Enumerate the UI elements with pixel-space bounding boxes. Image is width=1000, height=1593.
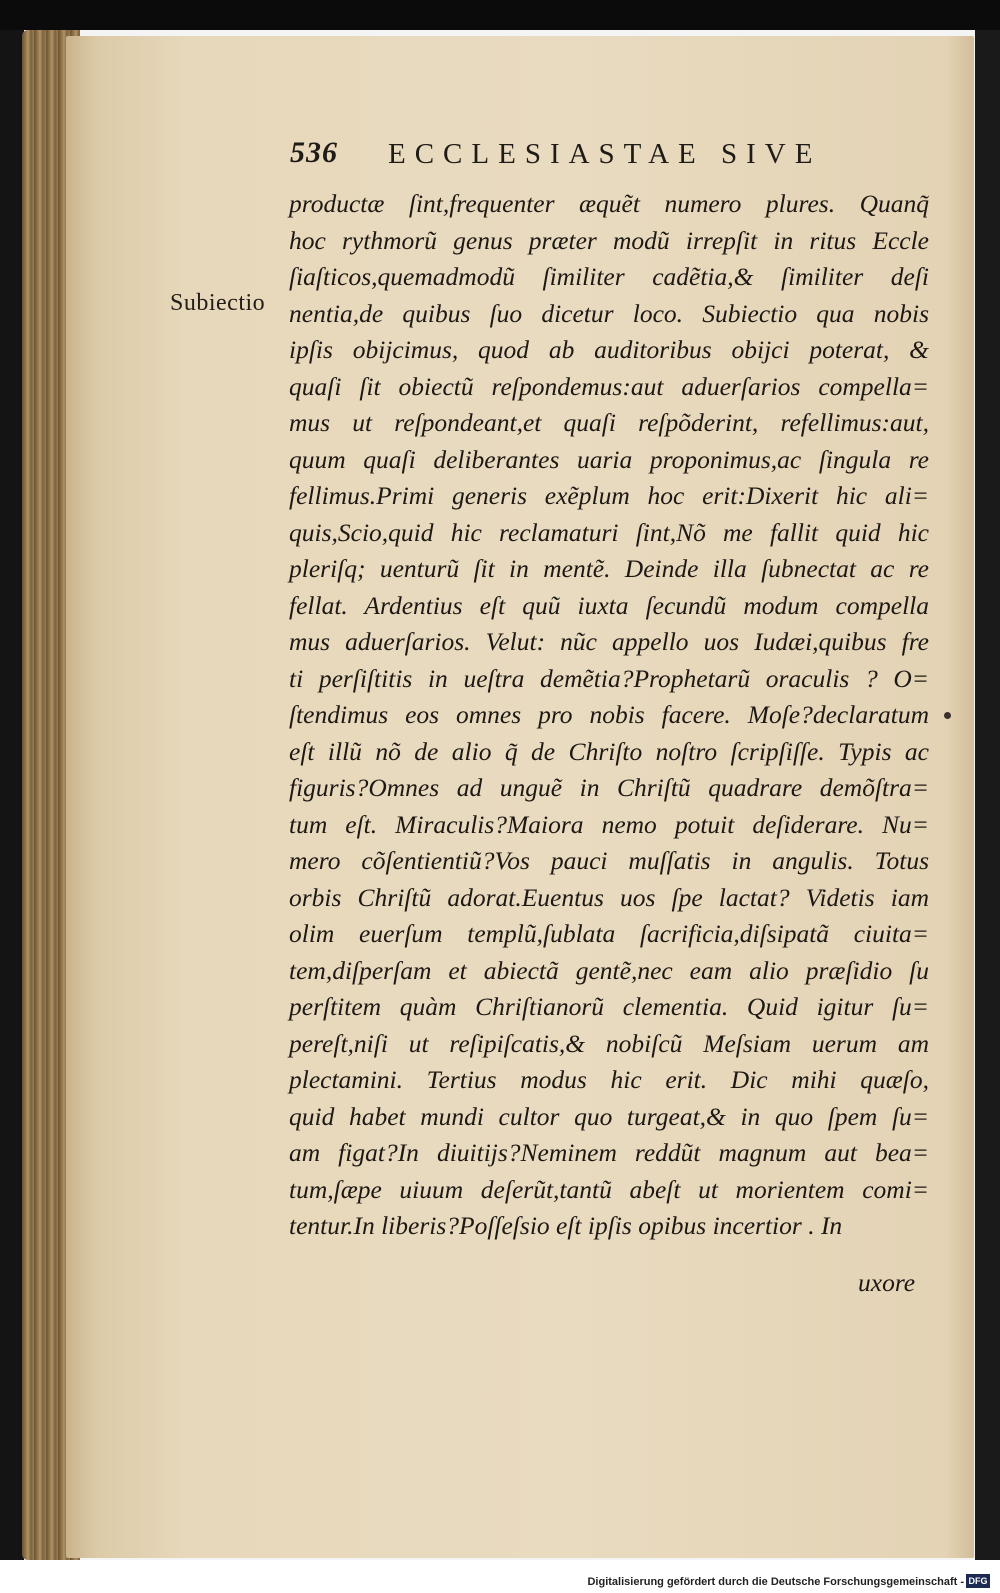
text-line: tum eſt. Miraculis?Maiora nemo potuit deſiderare. Nu=: [289, 809, 929, 839]
text-line: quid habet mundi cultor quo turgeat,& in quo ſpem ſu=: [289, 1101, 929, 1131]
text-line: ti perſiſtitis in ueſtra demẽtia?Prophetarũ oraculis ? O=: [289, 663, 929, 693]
text-line: tum,ſæpe uiuum deſerũt,tantũ abeſt ut morientem comi=: [289, 1174, 929, 1204]
right-border: [975, 30, 1000, 1560]
page-number: 536: [290, 136, 338, 169]
text-line: quis,Scio,quid hic reclamaturi ſint,Nõ me fallit quid hic: [289, 517, 929, 547]
text-line: figuris?Omnes ad unguẽ in Chriſtũ quadrare demõſtra=: [289, 773, 929, 802]
running-head: ECCLESIASTAE SIVE: [388, 138, 822, 170]
digitization-credit: Digitalisierung gefördert durch die Deutsche Forschungsgemeinschaft -: [587, 1576, 964, 1588]
text-line: pleriſq; uenturũ ſit in mentẽ. Deinde illa ſubnectat ac re: [289, 554, 929, 583]
text-line: tentur.In liberis?Poſſeſsio eſt ipſis opibus incertior . In: [289, 1211, 843, 1240]
text-line: ſiaſticos,quemadmodũ ſimiliter cadẽtia,& ſimiliter deſi: [289, 262, 929, 291]
text-line: perſtitem quàm Chriſtianorũ clementia. Quid igitur ſu=: [289, 992, 929, 1021]
text-line: plectamini. Tertius modus hic erit. Dic mihi quæſo,: [289, 1065, 929, 1094]
dfg-logo-icon: DFG: [966, 1574, 990, 1588]
left-border: [0, 30, 24, 1560]
text-line: fellimus.Primi generis exẽplum hoc erit:Dixerit hic ali=: [289, 481, 929, 510]
text-line: mero cõſentientiũ?Vos pauci muſſatis in angulis. Totus: [289, 846, 929, 875]
text-line: quaſi ſit obiectũ reſpondemus:aut aduerſarios compella=: [289, 371, 929, 401]
text-line: am figat?In diuitijs?Neminem reddũt magnum aut bea=: [289, 1138, 929, 1167]
text-line: tem,diſperſam et abiectã gentẽ,nec eam alio præſidio ſu: [289, 955, 929, 985]
text-line: quum quaſi deliberantes uaria proponimus,ac ſingula re: [289, 444, 929, 474]
marginal-note: Subiectio: [170, 290, 266, 316]
text-line: hoc rythmorũ genus præter modũ irrepſit in ritus Eccle: [289, 225, 929, 255]
body-text: [289, 186, 929, 1245]
text-line: mus aduerſarios. Velut: nũc appello uos Iudæi,quibus fre: [289, 627, 929, 656]
text-line: ſtendimus eos omnes pro nobis facere. Moſe?declaratum: [289, 700, 929, 729]
text-line: orbis Chriſtũ adorat.Euentus uos ſpe lactat? Videtis iam: [289, 882, 929, 912]
text-line: mus ut reſpondeant,et quaſi reſpõderint, refellimus:aut,: [289, 408, 929, 437]
text-line: nentia,de quibus ſuo dicetur loco. Subiectio qua nobis: [289, 298, 929, 328]
text-line: olim euerſum templũ,ſublata ſacrificia,diſsipatã ciuita=: [289, 919, 929, 948]
page-header: [290, 136, 890, 176]
text-line: ipſis obijcimus, quod ab auditoribus obijci poterat, &: [289, 335, 929, 364]
text-line: pereſt,niſi ut reſipiſcatis,& nobiſcũ Meſsiam uerum am: [289, 1028, 929, 1058]
ink-dot: [944, 712, 951, 719]
text-line: productæ ſint,frequenter æquẽt numero plures. Quanq̃: [289, 189, 929, 218]
top-border: [0, 0, 1000, 30]
catchword: uxore: [858, 1268, 916, 1297]
text-line: eſt illũ nõ de alio q̃ de Chriſto noſtro ſcripſiſſe. Typis ac: [289, 736, 929, 766]
text-line: fellat. Ardentius eſt quũ iuxta ſecundũ modum compella: [289, 590, 929, 620]
